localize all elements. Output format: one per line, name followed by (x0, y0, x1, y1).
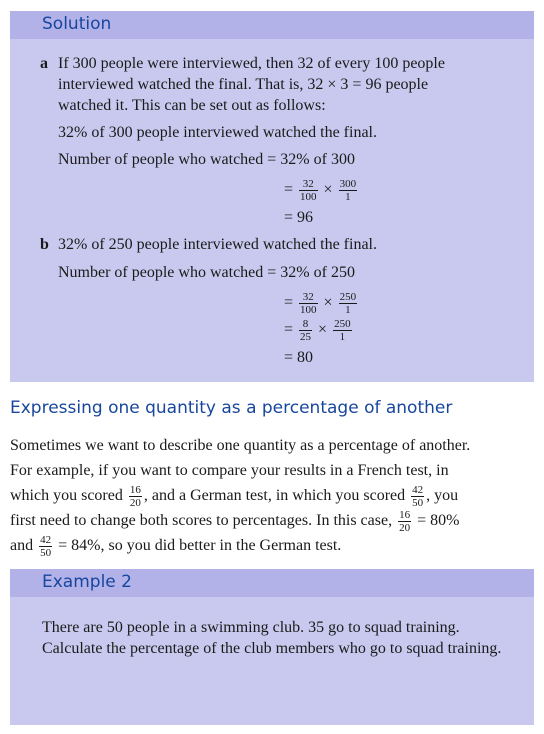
text-run: = 84%, so you did better in the German test. (54, 537, 342, 554)
paragraph-line (10, 483, 530, 508)
solution-title: Solution (42, 14, 112, 34)
equals-sign: = (284, 294, 294, 311)
example-box (10, 569, 534, 725)
numerator: 8 (299, 318, 312, 331)
part-a-statement: 32% of 300 people interviewed watched the final. (58, 124, 377, 141)
numerator: 32 (299, 178, 318, 191)
fraction (339, 291, 358, 316)
paragraph-line (10, 533, 530, 558)
denominator: 50 (40, 546, 52, 559)
body-paragraph (10, 433, 530, 558)
numerator: 16 (129, 483, 141, 496)
numerator: 250 (339, 290, 357, 303)
part-b-label: b (40, 236, 49, 253)
part-a-label: a (40, 55, 48, 72)
denominator: 100 (300, 190, 317, 203)
solution-box (10, 11, 534, 382)
part-b-result: = 80 (284, 349, 314, 366)
part-b-calc-line: Number of people who watched = 32% of 250 (58, 264, 355, 281)
text-run: which you scored (10, 487, 127, 504)
example-title: Example 2 (42, 572, 132, 592)
part-a-result: = 96 (284, 209, 314, 226)
part-b-statement: 32% of 250 people interviewed watched the final. (58, 236, 377, 253)
part-a-line-1: If 300 people were interviewed, then 32 of every 100 people (58, 55, 445, 72)
fraction (398, 509, 411, 534)
part-a-calc-line: Number of people who watched = 32% of 300 (58, 151, 355, 168)
times-sign: × (323, 294, 333, 311)
fraction (299, 291, 318, 316)
fraction (411, 484, 424, 509)
times-sign: × (318, 321, 328, 338)
section-heading: Expressing one quantity as a percentage of another (10, 398, 453, 418)
paragraph-line: For example, if you want to compare your results in a French test, in (10, 462, 449, 479)
example-header (10, 569, 534, 597)
fraction (339, 178, 358, 203)
part-b-fraction-step-1 (284, 290, 359, 316)
denominator: 1 (345, 190, 351, 203)
numerator: 250 (334, 317, 351, 330)
denominator: 25 (300, 330, 312, 343)
numerator: 42 (40, 533, 52, 546)
denominator: 1 (345, 303, 351, 316)
fraction (129, 484, 142, 509)
text-run: first need to change both scores to percentages. In this case, (10, 512, 397, 529)
fraction (39, 534, 52, 559)
numerator: 42 (412, 483, 424, 496)
solution-header (10, 11, 534, 39)
times-sign: × (323, 181, 333, 198)
fraction (333, 318, 352, 343)
denominator: 50 (412, 496, 424, 509)
text-run: and (10, 537, 38, 554)
numerator: 300 (339, 177, 357, 190)
denominator: 20 (399, 521, 411, 534)
part-a-fraction-step (284, 177, 359, 203)
example-text: There are 50 people in a swimming club. 35 go to squad training. Calculate the percentage of the club members who go to squad training. (42, 619, 502, 657)
paragraph-line: Sometimes we want to describe one quantity as a percentage of another. (10, 437, 471, 454)
paragraph-line (10, 508, 530, 533)
denominator: 20 (129, 496, 141, 509)
fraction (299, 178, 318, 203)
part-b-fraction-step-2 (284, 317, 354, 343)
part-a-line-3: watched it. This can be set out as follows: (58, 97, 326, 114)
text-run: = 80% (413, 512, 460, 529)
equals-sign: = (284, 321, 294, 338)
denominator: 1 (339, 330, 346, 343)
denominator: 100 (300, 303, 317, 316)
part-a-line-2: interviewed watched the final. That is, 32 × 3 = 96 people (58, 76, 429, 93)
fraction (299, 318, 312, 343)
numerator: 16 (399, 508, 411, 521)
equals-sign: = (284, 181, 294, 198)
numerator: 32 (299, 291, 318, 304)
text-run: , and a German test, in which you scored (143, 487, 410, 504)
text-run: , you (426, 487, 459, 504)
